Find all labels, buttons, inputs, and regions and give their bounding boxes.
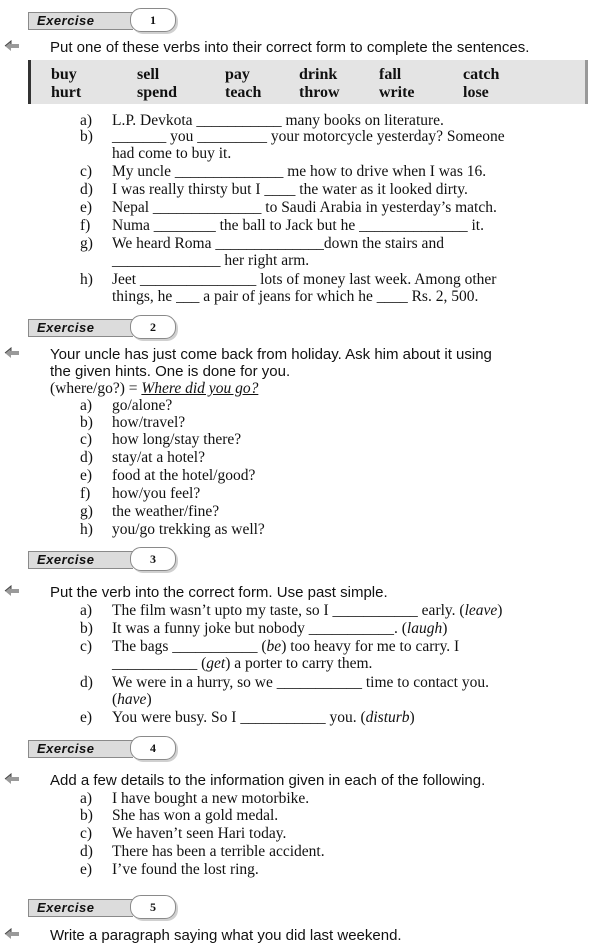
verb: write [379,84,415,101]
verb-box [28,60,588,104]
item-text [112,692,152,708]
example-prompt: (where/go?) = [50,380,142,397]
verb: fall [379,66,402,83]
item-label: b) [80,807,93,824]
item-text: the weather/fine? [112,503,220,520]
item-text: food at the hotel/good? [112,467,256,484]
sentence: You were busy. So I ___________ you. ( [112,709,366,726]
arrow-left-icon [4,928,20,940]
item-label: h) [80,271,93,288]
paren: ) [497,602,503,619]
item-label: d) [80,674,93,691]
item-text: stay/at a hotel? [112,449,205,466]
item-text: I’ve found the lost ring. [112,861,259,878]
item-text: We haven’t seen Hari today. [112,825,287,842]
exercise-title: Exercise [37,13,95,28]
item-text: you/go trekking as well? [112,521,265,538]
item-text [112,621,447,637]
item-text [112,656,372,672]
verb: drink [299,66,338,83]
verb-hint: disturb [365,709,410,726]
item-text: how/travel? [112,414,186,431]
sentence: The bags ___________ ( [112,638,267,655]
sentence: The film wasn’t upto my taste, so I ___________ early. ( [112,602,465,619]
verb: hurt [51,84,82,101]
verb-hint: be [266,638,282,655]
item-label: g) [80,235,93,252]
item-text: ______________ her right arm. [112,252,310,269]
verb: throw [299,84,340,101]
item-text: I was really thirsty but I ____ the water as it looked dirty. [112,181,468,198]
item-label: d) [80,449,93,466]
item-label: c) [80,825,93,842]
item-label: g) [80,503,93,520]
sentence: ) a porter to carry them. [225,655,373,672]
item-text: We heard Roma ______________down the stairs and [112,235,444,252]
item-label: c) [80,163,93,180]
exercise-number-badge [130,895,176,919]
exercise-2-instruction: the given hints. One is done for you. [50,363,291,380]
exercise-2-header [28,315,178,339]
arrow-left-icon [4,773,20,785]
verb: catch [463,66,500,83]
exercise-5-header [28,895,178,919]
exercise-title: Exercise [37,320,95,335]
item-label: b) [80,128,93,145]
exercise-title: Exercise [37,900,95,915]
item-label: f) [80,485,91,502]
sentence: It was a funny joke but nobody ___________. ( [112,620,407,637]
item-label: e) [80,199,93,216]
exercise-number-badge [130,315,176,339]
item-label: c) [80,638,93,655]
item-label: d) [80,181,93,198]
item-label: b) [80,620,93,637]
verb: lose [463,84,489,101]
item-text: how long/stay there? [112,431,242,448]
item-label: a) [80,397,93,414]
paren: ( [112,691,118,708]
arrow-left-icon [4,40,20,52]
item-text: She has won a gold medal. [112,807,279,824]
exercise-5-instruction: Write a paragraph saying what you did last weekend. [50,927,402,944]
item-label: e) [80,467,93,484]
exercise-2-instruction: Your uncle has just come back from holiday. Ask him about it using [50,346,492,363]
item-label: b) [80,414,93,431]
item-text [112,675,489,691]
item-text: Nepal ______________ to Saudi Arabia in yesterday’s match. [112,199,497,216]
sentence: We were in a hurry, so we ___________ time to contact you. [112,674,489,691]
example-answer: Where did you go? [141,380,259,397]
exercise-3-header [28,547,178,571]
item-label: a) [80,602,93,619]
exercise-3-instruction: Put the verb into the correct form. Use past simple. [50,584,388,601]
verb-hint: get [206,655,226,672]
item-label: e) [80,861,93,878]
item-text: had come to buy it. [112,145,232,162]
item-text [112,639,459,655]
item-label: e) [80,709,93,726]
exercise-number-badge [130,8,176,32]
paren: ) [146,691,152,708]
item-text: go/alone? [112,397,173,414]
exercise-title: Exercise [37,741,95,756]
item-label: a) [80,112,93,129]
exercise-number: 1 [150,13,156,27]
paren: ) [442,620,448,637]
exercise-number: 5 [150,900,156,914]
exercise-title: Exercise [37,552,95,567]
item-text: Jeet _______________ lots of money last week. Among other [112,271,497,288]
item-text: L.P. Devkota ___________ many books on literature. [112,112,444,129]
arrow-left-icon [4,347,20,359]
verb-hint: leave [464,602,498,619]
example-line [50,381,258,397]
verb-hint: have [117,691,147,708]
item-text [112,603,502,619]
item-text: things, he ___ a pair of jeans for which he ____ Rs. 2, 500. [112,288,479,305]
arrow-left-icon [4,585,20,597]
verb: sell [137,66,160,83]
exercise-1-header [28,8,178,32]
exercise-4-header [28,736,178,760]
item-text: I have bought a new motorbike. [112,790,310,807]
item-text: how/you feel? [112,485,201,502]
exercise-4-instruction: Add a few details to the information given in each of the following. [50,772,486,789]
verb: spend [137,84,178,101]
exercise-number-badge [130,547,176,571]
item-text [112,710,415,726]
exercise-number-badge [130,736,176,760]
item-label: a) [80,790,93,807]
item-text: _______ you _________ your motorcycle yesterday? Someone [112,128,505,145]
item-label: c) [80,431,93,448]
verb: teach [225,84,262,101]
sentence: ___________ ( [112,655,207,672]
item-label: f) [80,217,91,234]
item-label: d) [80,843,93,860]
verb: buy [51,66,77,83]
item-label: h) [80,521,93,538]
paren: ) [409,709,415,726]
exercise-number: 2 [150,320,156,334]
exercise-number: 4 [150,741,156,755]
verb-hint: laugh [406,620,443,637]
item-text: There has been a terrible accident. [112,843,325,860]
verb: pay [225,66,250,83]
item-text: Numa ________ the ball to Jack but he ______________ it. [112,217,484,234]
item-text: My uncle ______________ me how to drive when I was 16. [112,163,487,180]
exercise-number: 3 [150,552,156,566]
sentence: ) too heavy for me to carry. I [281,638,460,655]
exercise-1-instruction: Put one of these verbs into their correct form to complete the sentences. [50,39,530,56]
